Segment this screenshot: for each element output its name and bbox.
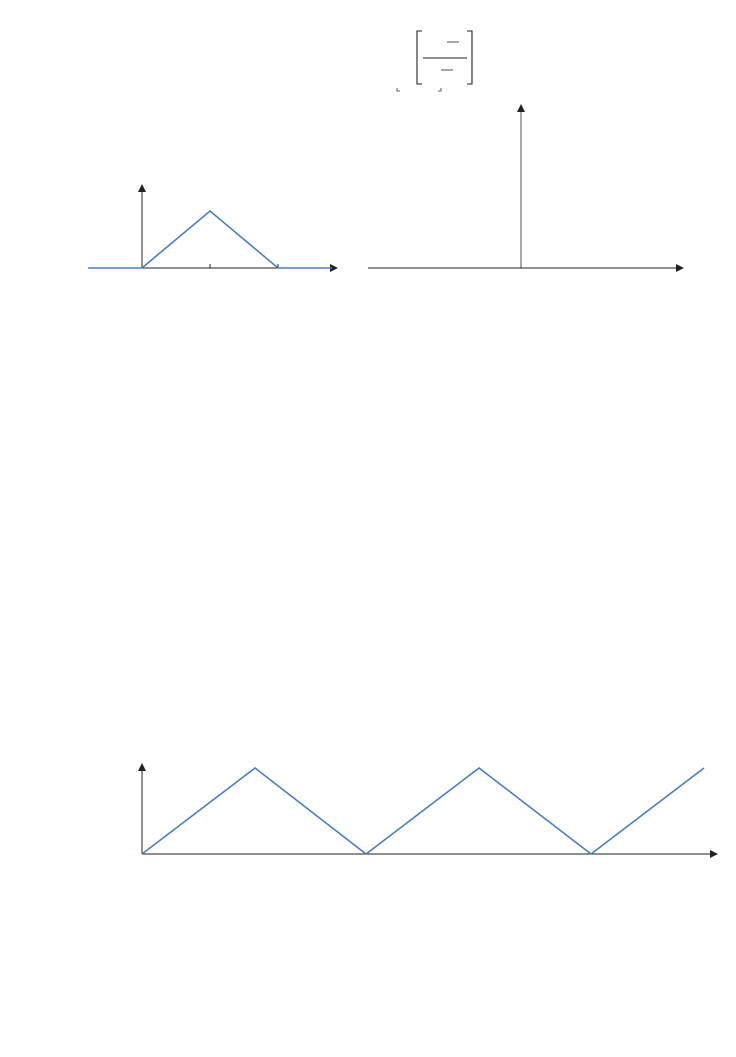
xp-signal (142, 768, 704, 854)
xp-x-arrow (710, 850, 718, 858)
xp-y-arrow (138, 763, 146, 771)
